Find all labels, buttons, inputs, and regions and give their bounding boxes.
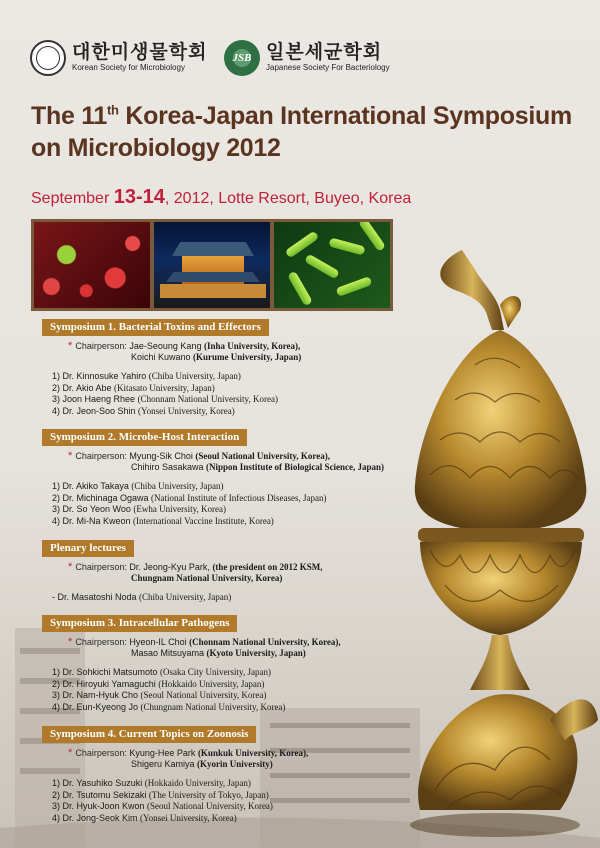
jsb-seal-icon: JSB xyxy=(224,40,260,76)
speaker-affiliation: (Chonnam National University, Korea) xyxy=(137,394,278,404)
speaker-name: 2) Dr. Tsutomu Sekizaki xyxy=(52,789,149,800)
speaker-line xyxy=(52,790,269,802)
speaker-name: 1) Dr. Yasuhiko Suzuki xyxy=(52,778,145,788)
chairperson-affiliation: (Inha University, Korea), xyxy=(203,341,301,351)
section-header: Plenary lectures xyxy=(42,540,134,557)
section-header: Symposium 3. Intracellular Pathogens xyxy=(42,615,237,632)
title-part: The 11 xyxy=(31,102,108,130)
poster-title xyxy=(31,100,591,164)
chairperson-label: Chairperson: xyxy=(75,451,127,461)
title-ordinal: th xyxy=(107,102,119,118)
chairperson-name: Koichi Kuwano xyxy=(131,352,194,362)
speaker-name: 3) Joon Haeng Rhee xyxy=(52,394,138,404)
speaker-affiliation: (Chungnam National University, Korea) xyxy=(140,701,286,712)
chairperson-line xyxy=(68,748,308,759)
speaker-name: 3) Dr. So Yeon Woo xyxy=(52,504,134,514)
speaker-line xyxy=(52,801,273,813)
speaker-affiliation: (Osaka City University, Japan) xyxy=(160,667,271,677)
chairperson-name: Kyung-Hee Park xyxy=(129,748,198,758)
speaker-name: 3) Dr. Hyuk-Joon Kwon xyxy=(52,801,148,811)
date-days: 13-14 xyxy=(113,186,165,208)
speaker-line xyxy=(52,679,264,691)
speaker-line xyxy=(52,516,274,528)
chairperson-name: Hyeon-IL Choi xyxy=(129,637,190,647)
title-part: Korea-Japan International Symposium xyxy=(118,102,572,130)
gilt-bronze-incense-burner-image xyxy=(400,250,600,848)
speaker-name: 4) Dr. Mi-Na Kweon xyxy=(52,515,134,526)
speaker-affiliation: (Seoul National University, Korea) xyxy=(140,690,267,700)
ksm-seal-icon xyxy=(30,40,66,76)
chairperson-line xyxy=(131,573,282,584)
chairperson-line xyxy=(131,462,384,473)
asterisk-icon: * xyxy=(68,636,76,648)
speaker-name: 4) Dr. Eun-Kyeong Jo xyxy=(52,701,141,712)
jsb-logo xyxy=(224,40,390,76)
speaker-line xyxy=(52,778,251,790)
chairperson-affiliation: (Kunkuk University, Korea), xyxy=(197,748,309,758)
speaker-name: 4) Dr. Jeon-Soo Shin xyxy=(52,405,139,416)
speaker-line xyxy=(52,690,266,702)
asterisk-icon: * xyxy=(68,747,76,759)
palace-photo xyxy=(154,222,270,308)
chairperson-line xyxy=(131,648,306,659)
asterisk-icon: * xyxy=(68,340,76,352)
speaker-name: 1) Dr. Akiko Takaya xyxy=(52,481,132,491)
asterisk-icon: * xyxy=(68,450,76,462)
ksm-name: 대한미생물학회 xyxy=(72,42,208,63)
speaker-affiliation: (Chiba University, Japan) xyxy=(131,481,224,491)
speaker-line xyxy=(52,592,231,604)
chairperson-affiliation: (Nippon Institute of Biological Science, Japan) xyxy=(206,462,385,472)
asterisk-icon: * xyxy=(68,561,76,573)
chairperson-line xyxy=(68,341,300,352)
virus-photo xyxy=(34,222,150,308)
jsb-name-en: Japanese Society For Bacteriology xyxy=(266,63,390,72)
speaker-affiliation: (National Institute of Infectious Diseases, Japan) xyxy=(151,492,327,503)
date-venue: , 2012, Lotte Resort, Buyeo, Korea xyxy=(164,190,412,207)
chairperson-label: Chairperson: xyxy=(75,341,127,351)
speaker-name: 1) Dr. Sohkichi Matsumoto xyxy=(52,667,161,677)
title-line-2: on Microbiology 2012 xyxy=(31,134,281,162)
chairperson-line xyxy=(131,759,273,770)
chairperson-affiliation: (Kurume University, Japan) xyxy=(193,352,302,362)
chairperson-name: Jae-Seoung Kang xyxy=(129,341,204,351)
chairperson-affiliation: (the president on 2012 KSM, xyxy=(212,562,323,572)
ksm-logo xyxy=(30,40,207,76)
chairperson-label: Chairperson: xyxy=(75,562,127,572)
speaker-name: 3) Dr. Nam-Hyuk Cho xyxy=(52,690,141,700)
speaker-affiliation: (International Vaccine Institute, Korea) xyxy=(133,515,274,526)
speaker-line xyxy=(52,667,271,679)
chairperson-name: Shigeru Kamiya xyxy=(131,759,198,769)
photo-strip xyxy=(31,219,393,311)
speaker-affiliation: (Chiba University, Japan) xyxy=(139,592,232,602)
speaker-affiliation: (Yonsei University, Korea) xyxy=(140,812,237,823)
speaker-name: 2) Dr. Michinaga Ogawa xyxy=(52,492,152,503)
section-header: Symposium 4. Current Topics on Zoonosis xyxy=(42,726,256,743)
speaker-line xyxy=(52,504,226,516)
chairperson-line xyxy=(68,562,323,573)
chairperson-label: Chairperson: xyxy=(75,748,127,758)
speaker-line xyxy=(52,702,285,714)
speaker-line xyxy=(52,813,237,825)
speaker-name: - Dr. Masatoshi Noda xyxy=(52,592,140,602)
chairperson-affiliation: (Kyoto University, Japan) xyxy=(206,648,306,658)
speaker-affiliation: (Yonsei University, Korea) xyxy=(138,405,235,416)
speaker-affiliation: (The University of Tokyo, Japan) xyxy=(148,789,269,800)
speaker-name: 2) Dr. Hiroyuki Yamaguchi xyxy=(52,678,159,689)
speaker-name: 4) Dr. Jong-Seok Kim xyxy=(52,812,141,823)
chairperson-affiliation: (Seoul National University, Korea), xyxy=(195,451,330,461)
speaker-affiliation: (Hokkaido University, Japan) xyxy=(144,778,251,788)
section-header: Symposium 2. Microbe-Host Interaction xyxy=(42,429,247,446)
speaker-line xyxy=(52,383,215,395)
ksm-name-en: Korean Society for Microbiology xyxy=(72,63,185,72)
speaker-affiliation: (Kitasato University, Japan) xyxy=(114,382,215,393)
chairperson-line xyxy=(131,352,301,363)
jsb-name: 일본세균학회 xyxy=(266,42,383,63)
speaker-name: 1) Dr. Kinnosuke Yahiro xyxy=(52,371,149,381)
chairperson-affiliation: (Chonnam National University, Korea), xyxy=(189,637,341,647)
date-month: September xyxy=(31,190,114,207)
speaker-line xyxy=(52,394,278,406)
speaker-line xyxy=(52,371,241,383)
speaker-affiliation: (Ewha University, Korea) xyxy=(133,504,227,514)
chairperson-label: Chairperson: xyxy=(75,637,127,647)
section-header: Symposium 1. Bacterial Toxins and Effectors xyxy=(42,319,269,336)
speaker-line xyxy=(52,406,235,418)
speaker-line xyxy=(52,481,224,493)
speaker-affiliation: (Seoul National University, Korea) xyxy=(147,801,273,811)
chairperson-name: Masao Mitsuyama xyxy=(131,648,207,658)
date-venue-line xyxy=(31,186,411,209)
speaker-name: 2) Dr. Akio Abe xyxy=(52,382,115,393)
speaker-affiliation: (Hokkaido University, Japan) xyxy=(158,678,265,689)
speaker-affiliation: (Chiba University, Japan) xyxy=(148,371,241,381)
chairperson-affiliation: (Kyorin University) xyxy=(197,759,273,769)
chairperson-name: Myung-Sik Choi xyxy=(129,451,196,461)
speaker-line xyxy=(52,493,327,505)
chairperson-affiliation: Chungnam National University, Korea) xyxy=(131,573,283,583)
chairperson-line xyxy=(68,451,330,462)
chairperson-name: Chihiro Sasakawa xyxy=(131,462,207,472)
bacteria-photo xyxy=(274,222,390,308)
chairperson-name: Dr. Jeong-Kyu Park, xyxy=(129,562,213,572)
chairperson-line xyxy=(68,637,341,648)
